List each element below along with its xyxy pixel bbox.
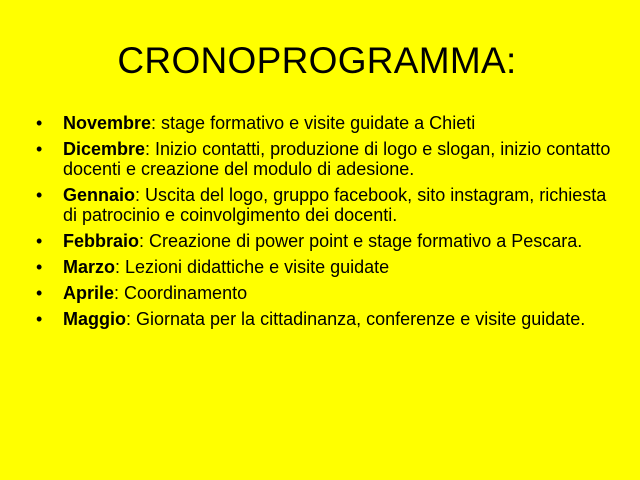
list-item-novembre: [36, 113, 611, 133]
schedule-list: [36, 113, 611, 335]
bullet-icon: •: [36, 185, 43, 205]
item-description: : Creazione di power point e stage formativo a Pescara.: [139, 231, 583, 251]
bullet-icon: •: [36, 231, 43, 251]
slide-title: CRONOPROGRAMMA:: [117, 40, 517, 81]
month-label: Maggio: [63, 309, 126, 329]
item-description: : Coordinamento: [114, 283, 248, 303]
list-item-aprile: [36, 283, 611, 303]
item-description: : Inizio contatti, produzione di logo e slogan, inizio contatto docenti e creazione del modulo di adesione.: [63, 139, 611, 179]
bullet-icon: •: [36, 257, 43, 277]
list-item-febbraio: [36, 231, 611, 251]
item-description: : Uscita del logo, gruppo facebook, sito instagram, richiesta di patrocinio e coinvolgimento dei docenti.: [63, 185, 607, 225]
item-description: : Giornata per la cittadinanza, conferenze e visite guidate.: [126, 309, 586, 329]
month-label: Febbraio: [63, 231, 140, 251]
item-description: : Lezioni didattiche e visite guidate: [115, 257, 390, 277]
month-label: Dicembre: [63, 139, 146, 159]
month-label: Novembre: [63, 113, 152, 133]
month-label: Gennaio: [63, 185, 136, 205]
bullet-icon: •: [36, 139, 43, 159]
bullet-icon: •: [36, 113, 43, 133]
item-description: : stage formativo e visite guidate a Chieti: [151, 113, 476, 133]
list-item-dicembre: [36, 139, 611, 179]
bullet-icon: •: [36, 283, 43, 303]
list-item-marzo: [36, 257, 611, 277]
month-label: Marzo: [63, 257, 116, 277]
list-item-maggio: [36, 309, 611, 329]
month-label: Aprile: [63, 283, 115, 303]
bullet-icon: •: [36, 309, 43, 329]
list-item-gennaio: [36, 185, 611, 225]
